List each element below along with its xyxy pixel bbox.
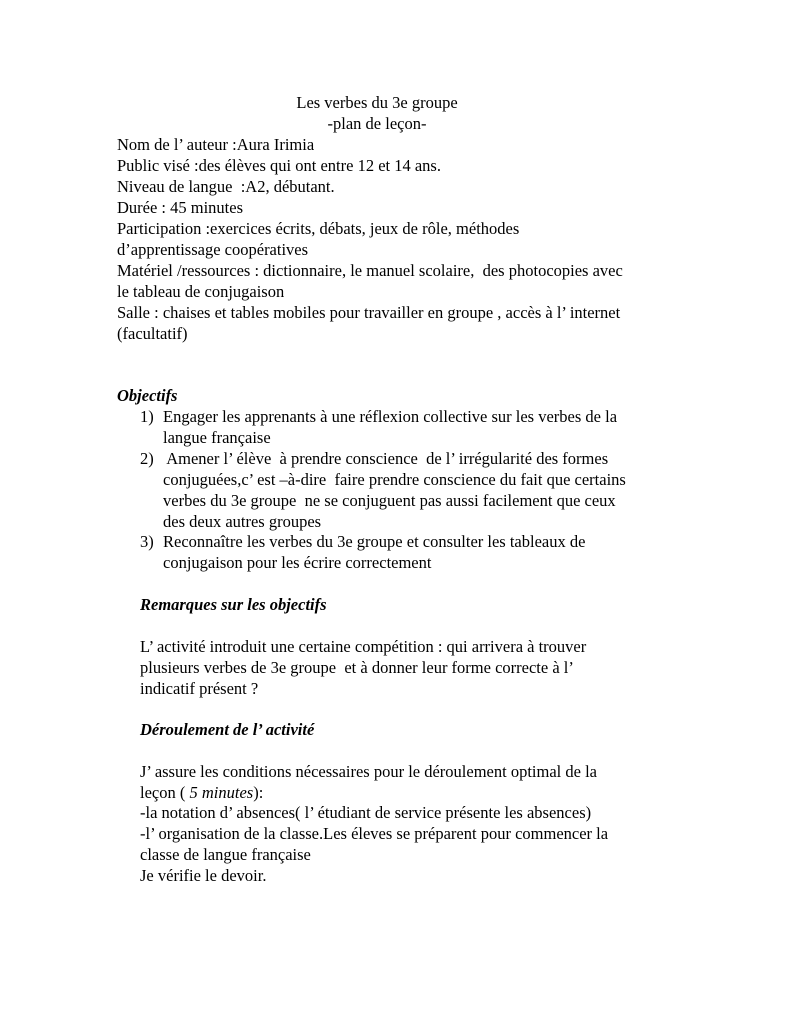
deroulement-line-2-prefix: leçon ( <box>140 783 190 802</box>
objectif-2-line-4: des deux autres groupes <box>163 512 322 531</box>
meta-duration: Durée : 45 minutes <box>117 198 244 217</box>
document-subtitle: -plan de leçon- <box>327 114 427 133</box>
objectif-1-line-1: Engager les apprenants à une réflexion collective sur les verbes de la <box>163 407 618 426</box>
deroulement-line-6: Je vérifie le devoir. <box>140 866 267 885</box>
meta-room-cont: (facultatif) <box>117 324 188 343</box>
objectif-1-line-2: langue française <box>163 428 271 447</box>
remarques-line-2: plusieurs verbes de 3e groupe et à donner leur forme correcte à l’ <box>140 658 574 677</box>
meta-materials: Matériel /ressources : dictionnaire, le manuel scolaire, des photocopies avec <box>117 261 623 280</box>
objectif-number-1: 1) <box>140 407 154 426</box>
objectif-number-2: 2) <box>140 449 154 468</box>
document-title: Les verbes du 3e groupe <box>296 93 458 112</box>
remarques-line-1: L’ activité introduit une certaine compétition : qui arrivera à trouver <box>140 637 587 656</box>
meta-materials-cont: le tableau de conjugaison <box>117 282 285 301</box>
meta-room: Salle : chaises et tables mobiles pour travailler en groupe , accès à l’ internet <box>117 303 621 322</box>
remarques-heading: Remarques sur les objectifs <box>140 595 327 614</box>
objectif-3-line-2: conjugaison pour les écrire correctement <box>163 553 432 572</box>
objectif-3-line-1: Reconnaître les verbes du 3e groupe et consulter les tableaux de <box>163 532 586 551</box>
deroulement-line-1: J’ assure les conditions nécessaires pour le déroulement optimal de la <box>140 762 597 781</box>
remarques-line-3: indicatif présent ? <box>140 679 259 698</box>
meta-level: Niveau de langue :A2, débutant. <box>117 177 335 196</box>
objectifs-heading: Objectifs <box>117 386 178 405</box>
deroulement-line-3: -la notation d’ absences( l’ étudiant de service présente les absences) <box>140 803 592 822</box>
objectif-2-line-1: Amener l’ élève à prendre conscience de l’ irrégularité des formes <box>163 449 609 468</box>
meta-author: Nom de l’ auteur :Aura Irimia <box>117 135 315 154</box>
deroulement-line-2-suffix: ): <box>253 783 264 802</box>
objectif-2-line-3: verbes du 3e groupe ne se conjuguent pas aussi facilement que ceux <box>163 491 616 510</box>
duration-italic: 5 minutes <box>189 783 254 802</box>
deroulement-heading: Déroulement de l’ activité <box>140 720 315 739</box>
deroulement-line-4: -l’ organisation de la classe.Les éleves se préparent pour commencer la <box>140 824 609 843</box>
objectif-number-3: 3) <box>140 532 154 551</box>
deroulement-line-2 <box>140 783 263 804</box>
meta-participation: Participation :exercices écrits, débats, jeux de rôle, méthodes <box>117 219 520 238</box>
meta-audience: Public visé :des élèves qui ont entre 12 et 14 ans. <box>117 156 441 175</box>
deroulement-line-5: classe de langue française <box>140 845 311 864</box>
meta-participation-cont: d’apprentissage coopératives <box>117 240 309 259</box>
objectif-2-line-2: conjuguées,c’ est –à-dire faire prendre conscience du fait que certains <box>163 470 626 489</box>
